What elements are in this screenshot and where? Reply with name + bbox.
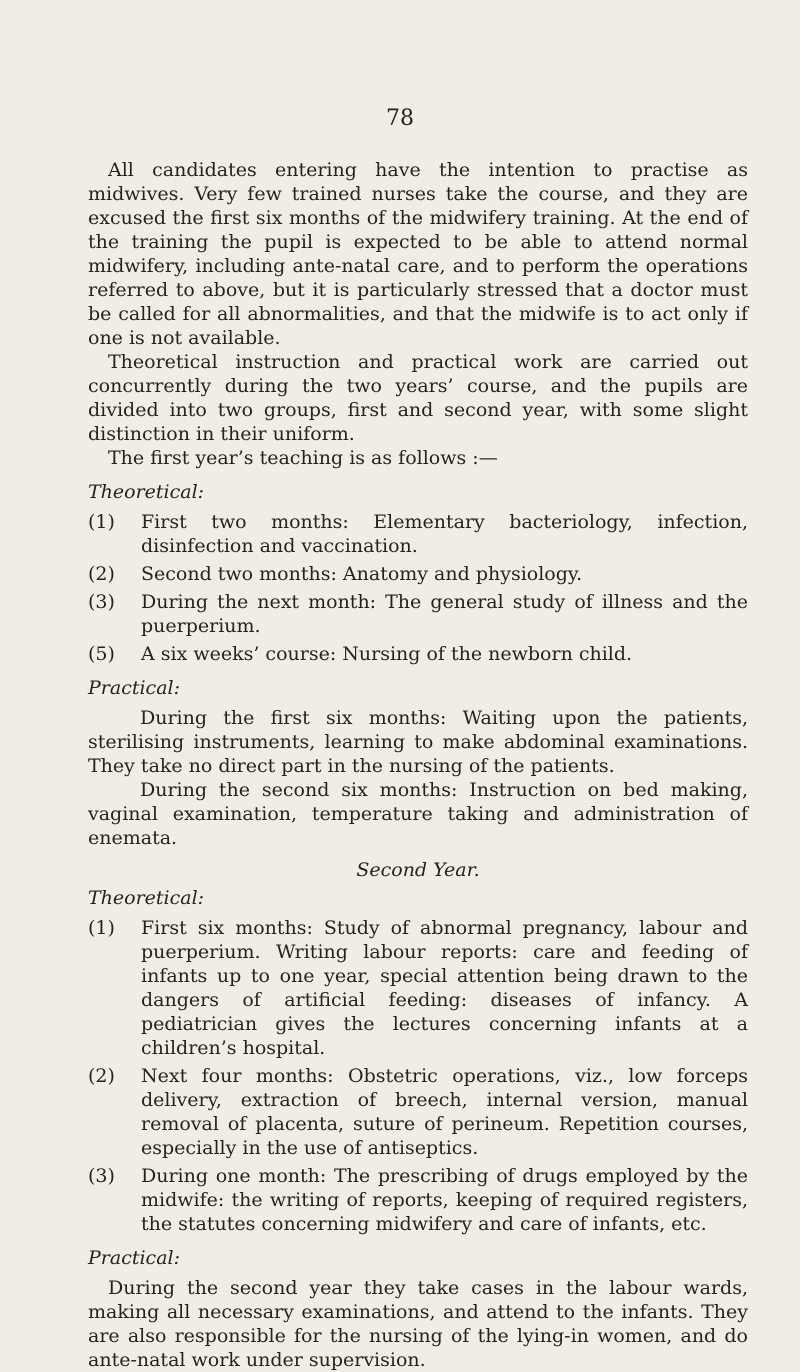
list-item bbox=[88, 1164, 748, 1236]
intro-paragraph-2: Theoretical instruction and practical work are carried out concurrently during the two years’ course, and the pupils are divided into two groups, first and second year, with some slight distinction in their uniform. bbox=[88, 351, 748, 445]
first-year-practical-paragraph-1: During the first six months: Waiting upon the patients, sterilising instruments, learning to make abdominal examinations. They take no direct part in the nursing of the patients. bbox=[88, 707, 748, 777]
list-item bbox=[88, 510, 748, 558]
list-item bbox=[88, 1064, 748, 1160]
first-year-practical-heading: Practical: bbox=[88, 677, 180, 699]
first-year-theoretical-heading: Theoretical: bbox=[88, 481, 205, 503]
list-item bbox=[88, 590, 748, 638]
item-number: (1) bbox=[88, 917, 115, 939]
page-number: 78 bbox=[386, 106, 414, 131]
first-year-theoretical-list bbox=[88, 510, 748, 666]
item-text: Second two months: Anatomy and physiology. bbox=[141, 563, 583, 585]
list-item bbox=[88, 642, 748, 666]
item-text: During one month: The prescribing of drugs employed by the midwife: the writing of reports, keeping of required registers, the statutes concerning midwifery and care of infants, etc. bbox=[141, 1165, 748, 1235]
item-text: Next four months: Obstetric operations, viz., low forceps delivery, extraction of breech, internal version, manual removal of placenta, suture of perineum. Repetition courses, especially in the use of antiseptics. bbox=[141, 1065, 748, 1159]
second-year-practical-paragraph: During the second year they take cases in the labour wards, making all necessary examinations, and attend to the infants. They are also responsible for the nursing of the lying-in women, and do ante-natal work under supervision. bbox=[88, 1277, 748, 1371]
item-number: (3) bbox=[88, 1165, 115, 1187]
item-number: (2) bbox=[88, 1065, 115, 1087]
item-text: During the next month: The general study of illness and the puerperium. bbox=[141, 591, 748, 637]
item-text: First six months: Study of abnormal pregnancy, labour and puerperium. Writing labour reports: care and feeding of infants up to one year, special attention being drawn to the dangers of artificial feeding: diseases of infancy. A pediatrician gives the lectures concerning infants at a children’s hospital. bbox=[141, 917, 748, 1059]
list-item bbox=[88, 916, 748, 1060]
list-item bbox=[88, 562, 748, 586]
item-number: (1) bbox=[88, 511, 115, 533]
second-year-theoretical-heading: Theoretical: bbox=[88, 887, 205, 909]
intro-paragraph-3: The first year’s teaching is as follows :— bbox=[108, 447, 498, 469]
intro-paragraph-1: All candidates entering have the intention to practise as midwives. Very few trained nurses take the course, and they are excused the first six months of the midwifery training. At the end of the training the pupil is expected to be able to attend normal midwifery, including ante-natal care, and to perform the operations referred to above, but it is particularly stressed that a doctor must be called for all abnormalities, and that the midwife is to act only if one is not available. bbox=[88, 159, 748, 349]
item-text: First two months: Elementary bacteriology, infection, disinfection and vaccination. bbox=[141, 511, 748, 557]
first-year-practical-paragraph-2: During the second six months: Instruction on bed making, vaginal examination, temperature taking and administration of enemata. bbox=[88, 779, 748, 849]
second-year-practical-heading: Practical: bbox=[88, 1247, 180, 1269]
item-text: A six weeks’ course: Nursing of the newborn child. bbox=[141, 643, 633, 665]
item-number: (3) bbox=[88, 591, 115, 613]
document-body bbox=[88, 158, 748, 1372]
item-number: (2) bbox=[88, 563, 115, 585]
second-year-heading: Second Year. bbox=[356, 859, 480, 881]
item-number: (5) bbox=[88, 643, 115, 665]
second-year-theoretical-list bbox=[88, 916, 748, 1236]
